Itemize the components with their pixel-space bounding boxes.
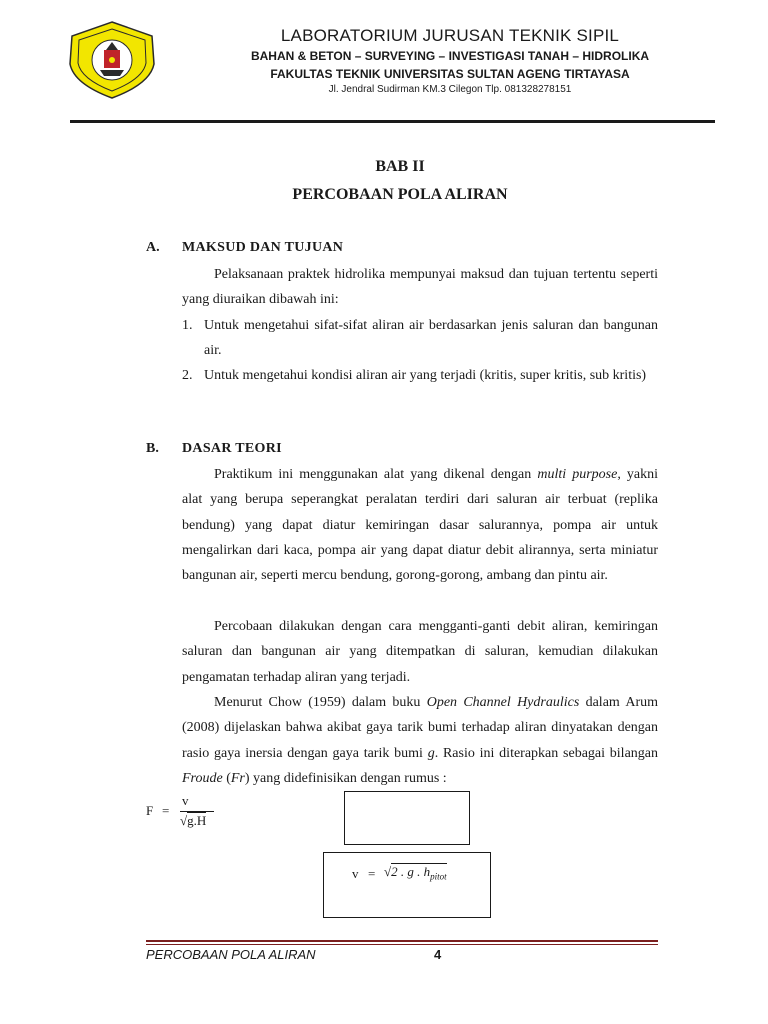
chapter-number: BAB II [375,158,425,175]
formula-froude-numerator: v [182,793,189,808]
section-b-letter: B. [146,441,159,456]
italic-term: multi purpose [537,467,618,482]
text-run: , yakni alat yang berupa seperangkat peralatan terdiri dari saluran air terbuat (replika bendung) yang dapat diatur kemiringan dasar salurannya, pompa air untuk mengalirkan dari kaca, pompa air yang dapat diatur debit alirannya, serta miniatur bangunan air, seperti mercu bendung, gorong-gorong, ambang dan pintu air. [182,467,659,584]
footer-rule-thin [146,944,658,945]
formula-velocity-lhs: v [352,866,359,881]
lab-title: LABORATORIUM JURUSAN TEKNIK SIPIL [280,26,620,45]
italic-term: Fr [230,770,245,786]
radicand-expr: 2 . g . h [391,864,431,879]
paragraph-froude [182,690,658,791]
footer-rule-thick [146,940,658,942]
text-run: dalam Arum (2008) dijelaskan bahwa akibat gaya tarik bumi terhadap aliran dinyatakan dengan rasio gaya inersia dengan gaya tarik bumi [182,695,658,761]
paragraph-multi-purpose [182,462,658,588]
university-logo [66,20,158,100]
formula-froude-lhs: F [146,803,154,818]
radicand-subscript: pitot [430,871,447,882]
sqrt-symbol: √ [384,864,392,879]
velocity-formula-box [323,852,491,918]
text-run: ) yang didefinisikan dengan rumus : [244,770,447,786]
text-run: Menurut Chow (1959) dalam buku [214,695,427,710]
chapter-title: PERCOBAAN POLA ALIRAN [292,186,508,203]
header-rule [70,120,715,123]
list-item-text: Untuk mengetahui kondisi aliran air yang terjadi (kritis, super kritis, sub kritis) [204,368,647,383]
empty-formula-box [344,791,470,845]
text-run: Praktikum ini menggunakan alat yang dikenal dengan [214,467,538,482]
section-a-letter: A. [146,240,160,255]
lab-divisions: BAHAN & BETON – SURVEYING – INVESTIGASI TANAH – HIDROLIKA [250,49,650,63]
paragraph-percobaan: Percobaan dilakukan dengan cara mengganti-ganti debit aliran, kemiringan saluran dan bangunan air yang ditempatkan di saluran, kemudian dilakukan pengamatan terhadap aliran yang terjadi. [182,619,658,685]
formula-froude-equals: = [162,803,170,818]
section-a-title: MAKSUD DAN TUJUAN [182,240,344,255]
page-number: 4 [434,947,442,962]
italic-term: g [427,745,435,761]
list-item [182,313,658,364]
text-run: ( [222,770,231,786]
list-item-number: 1. [182,318,193,333]
list-item-text: Untuk mengetahui sifat-sifat aliran air berdasarkan jenis saluran dan bangunan air. [204,318,658,359]
formula-velocity-equals: = [368,866,376,881]
radicand [391,863,447,882]
list-item [182,363,658,388]
sqrt-symbol: √ [180,813,188,828]
radicand: g.H [187,813,207,828]
italic-term: Froude [182,770,223,786]
footer-chapter-title: PERCOBAAN POLA ALIRAN [146,947,316,962]
faculty-name: FAKULTAS TEKNIK UNIVERSITAS SULTAN AGENG TIRTAYASA [270,67,630,81]
list-item-number: 2. [182,368,193,383]
book-title: Open Channel Hydraulics [426,695,580,710]
lab-address: Jl. Jendral Sudirman KM.3 Cilegon Tlp. 081328278151 [328,84,572,95]
formula-velocity-rhs [384,864,447,882]
section-b-title: DASAR TEORI [182,441,282,456]
text-run: . Rasio ini diterapkan sebagai bilangan [434,745,658,761]
formula-froude-denominator [180,813,206,829]
section-a-intro: Pelaksanaan praktek hidrolika mempunyai maksud dan tujuan tertentu seperti yang diuraikan dibawah ini: [182,267,658,308]
